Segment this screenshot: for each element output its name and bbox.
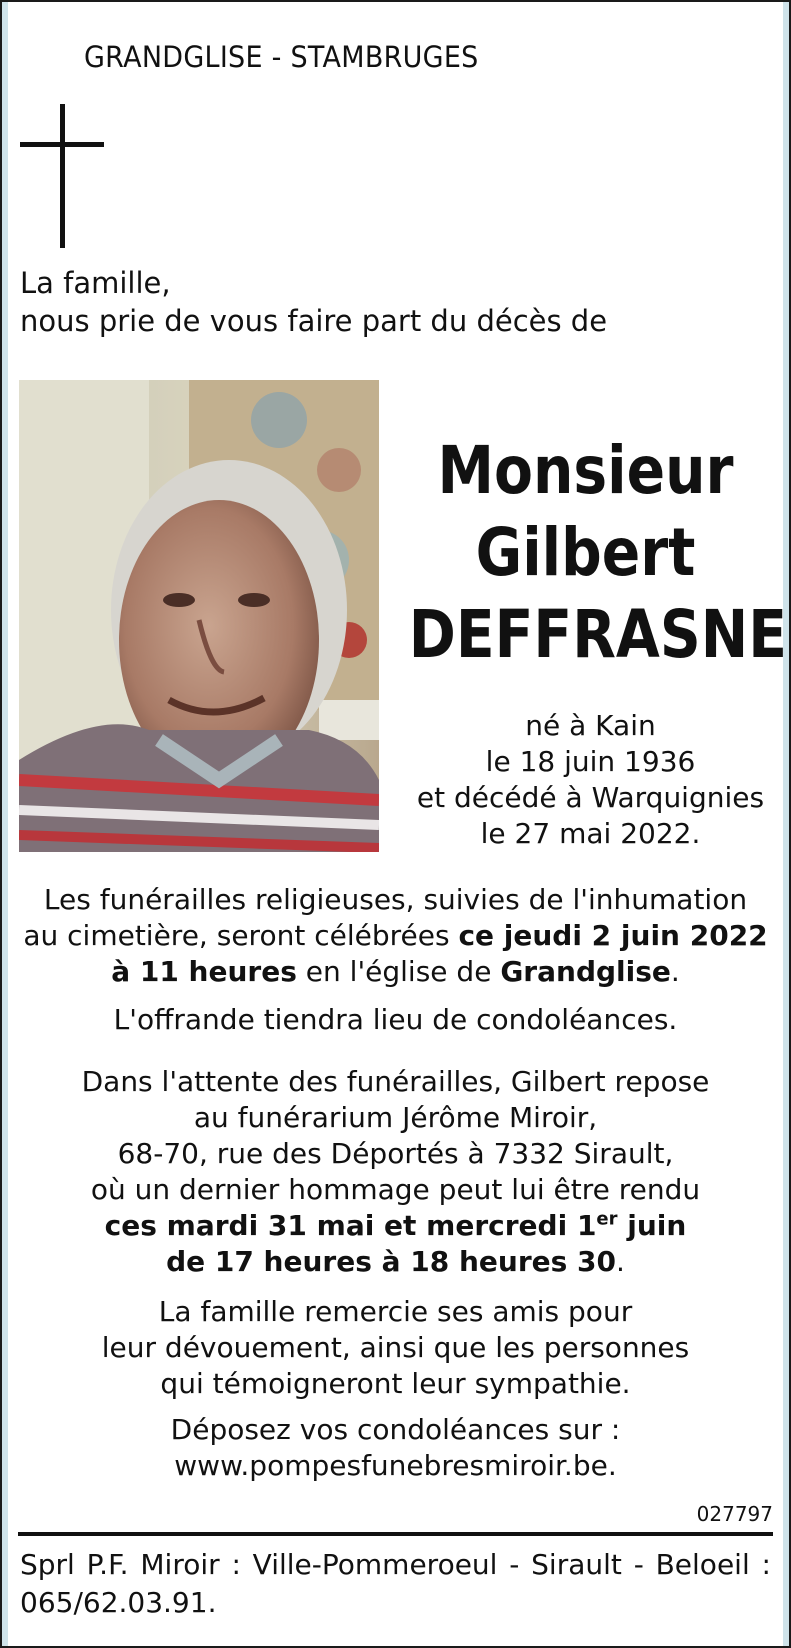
footer-word: -: [509, 1548, 520, 1581]
visitation-line-6: [10, 1244, 781, 1280]
deceased-name: [380, 430, 791, 676]
visitation-line-5: [10, 1208, 781, 1244]
funeral-time: à 11 heures: [111, 955, 297, 988]
footer-word: Sirault: [531, 1548, 622, 1581]
footer-divider: [18, 1532, 773, 1536]
visitation-month: juin: [617, 1209, 687, 1242]
condolences-url[interactable]: www.pompesfunebresmiroir.be.: [174, 1449, 617, 1482]
intro-line-1: La famille,: [20, 266, 171, 300]
portrait-illustration: [19, 380, 379, 852]
footer-word: Ville-Pommeroeul: [252, 1548, 498, 1581]
reference-number: 027797: [696, 1502, 773, 1526]
death-place: et décédé à Warquignies: [416, 781, 765, 814]
visitation-line-4: où un dernier hommage peut lui être rendu: [90, 1173, 701, 1206]
footer-word: -: [633, 1548, 644, 1581]
funeral-church: Grandglise: [500, 955, 671, 988]
footer-word: Beloeil: [655, 1548, 750, 1581]
condolences-line-1: Déposez vos condoléances sur :: [170, 1413, 621, 1446]
birth-death-info: [390, 708, 791, 852]
thanks-line-2: leur dévouement, ainsi que les personnes: [101, 1331, 690, 1364]
visitation-hours: de 17 heures à 18 heures 30: [166, 1245, 617, 1278]
visitation-paragraph: [10, 1064, 781, 1280]
funeral-text: en l'église de: [296, 955, 501, 988]
footer-word: :: [761, 1548, 771, 1581]
birth-place: né à Kain: [525, 709, 656, 742]
intro-text: [20, 264, 607, 340]
name-first: Gilbert: [475, 514, 696, 591]
thanks-paragraph: [10, 1294, 781, 1402]
visitation-line-1: Dans l'attente des funérailles, Gilbert repose: [81, 1065, 710, 1098]
intro-line-2: nous prie de vous faire part du décès de: [20, 304, 608, 338]
thanks-line-1: La famille remercie ses amis pour: [158, 1295, 633, 1328]
visitation-period: .: [616, 1245, 625, 1278]
visitation-line-3: 68-70, rue des Déportés à 7332 Sirault,: [117, 1137, 674, 1170]
birth-date: le 18 juin 1936: [485, 745, 696, 778]
funeral-line-3: [10, 954, 781, 990]
footer-word: :: [231, 1548, 241, 1581]
visitation-sup: er: [596, 1208, 618, 1230]
thanks-line-3: qui témoigneront leur sympathie.: [160, 1367, 631, 1400]
locality-heading: GRANDGLISE - STAMBRUGES: [84, 40, 479, 74]
visitation-dates: ces mardi 31 mai et mercredi 1: [104, 1209, 597, 1242]
funeral-date: ce jeudi 2 juin 2022: [458, 919, 768, 952]
funeral-text: au cimetière, seront célébrées: [23, 919, 459, 952]
footer-line-1: [20, 1546, 771, 1584]
funeral-paragraph: [10, 882, 781, 990]
offering-text: L'offrande tiendra lieu de condoléances.: [113, 1003, 678, 1036]
condolences-paragraph: [10, 1412, 781, 1484]
death-date: le 27 mai 2022.: [480, 817, 701, 850]
footer-word: Sprl: [20, 1548, 75, 1581]
footer-phone: 065/62.03.91.: [20, 1586, 217, 1619]
visitation-line-2: au funérarium Jérôme Miroir,: [193, 1101, 598, 1134]
name-last: DEFFRASNE: [408, 596, 787, 673]
footer-word: Miroir: [140, 1548, 220, 1581]
funeral-period: .: [670, 955, 680, 988]
footer-word: P.F.: [86, 1548, 129, 1581]
portrait-photo: [19, 380, 379, 852]
name-title: Monsieur: [437, 432, 734, 509]
footer: [20, 1546, 771, 1622]
funeral-line-2: [10, 918, 781, 954]
cross-icon: [20, 104, 108, 248]
funeral-line-1: Les funérailles religieuses, suivies de l'inhumation: [43, 883, 748, 916]
